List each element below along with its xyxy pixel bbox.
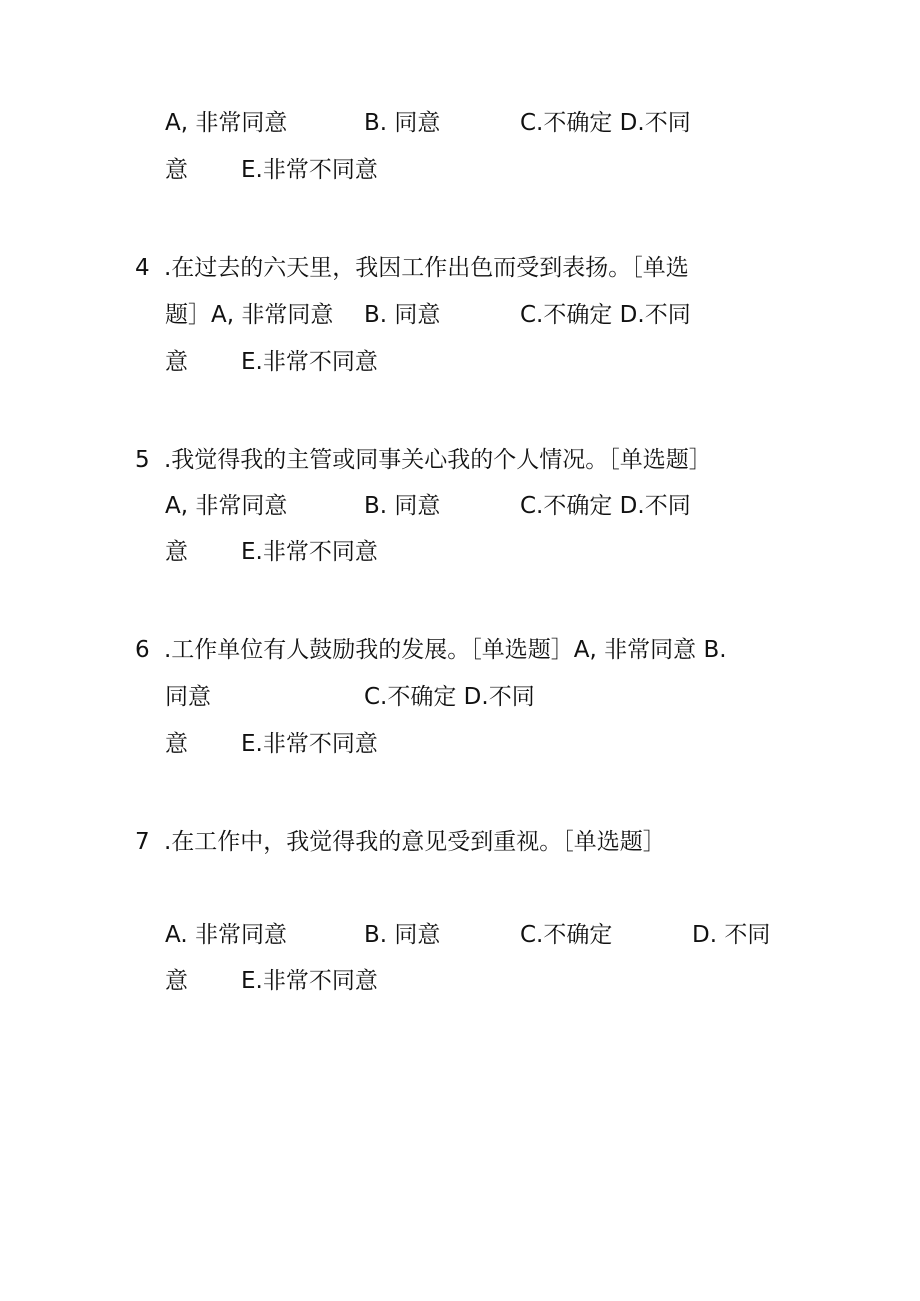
option-c-d: C.不确定 D.不同 [520,110,691,136]
question-type-and-option-a: 题］A, 非常同意 [165,302,334,328]
option-d-tail: 意 [165,157,188,183]
question-text: .我觉得我的主管或同事关心我的个人情况。［单选题］ [164,447,712,473]
option-c: C.不确定 [520,922,613,948]
option-e: E.非常不同意 [241,157,378,183]
option-b: B. 同意 [364,110,441,136]
option-d-tail: 意 [165,968,188,994]
option-d-tail: 意 [165,349,188,375]
option-e: E.非常不同意 [241,539,378,565]
question-number: 5 [135,447,150,473]
option-a: A, 非常同意 [165,110,288,136]
question-text: .在过去的六天里，我因工作出色而受到表扬。［单选 [164,255,689,281]
question-text: .工作单位有人鼓励我的发展。［单选题］A, 非常同意 B. [164,637,727,663]
option-d-tail: 意 [165,539,188,565]
option-b-tail: 同意 [165,684,211,710]
question-number: 4 [135,255,150,281]
option-a: A, 非常同意 [165,493,288,519]
option-e: E.非常不同意 [241,731,378,757]
option-c-d: C.不确定 D.不同 [520,302,691,328]
question-number: 7 [135,829,150,855]
question-text: .在工作中，我觉得我的意见受到重视。［单选题］ [164,829,666,855]
option-d-tail: 意 [165,731,188,757]
option-e: E.非常不同意 [241,349,378,375]
option-c-d: C.不确定 D.不同 [364,684,535,710]
question-number: 6 [135,637,150,663]
option-a: A. 非常同意 [165,922,287,948]
option-e: E.非常不同意 [241,968,378,994]
option-b: B. 同意 [364,302,441,328]
option-d: D. 不同 [692,922,771,948]
option-b: B. 同意 [364,922,441,948]
option-c-d: C.不确定 D.不同 [520,493,691,519]
option-b: B. 同意 [364,493,441,519]
